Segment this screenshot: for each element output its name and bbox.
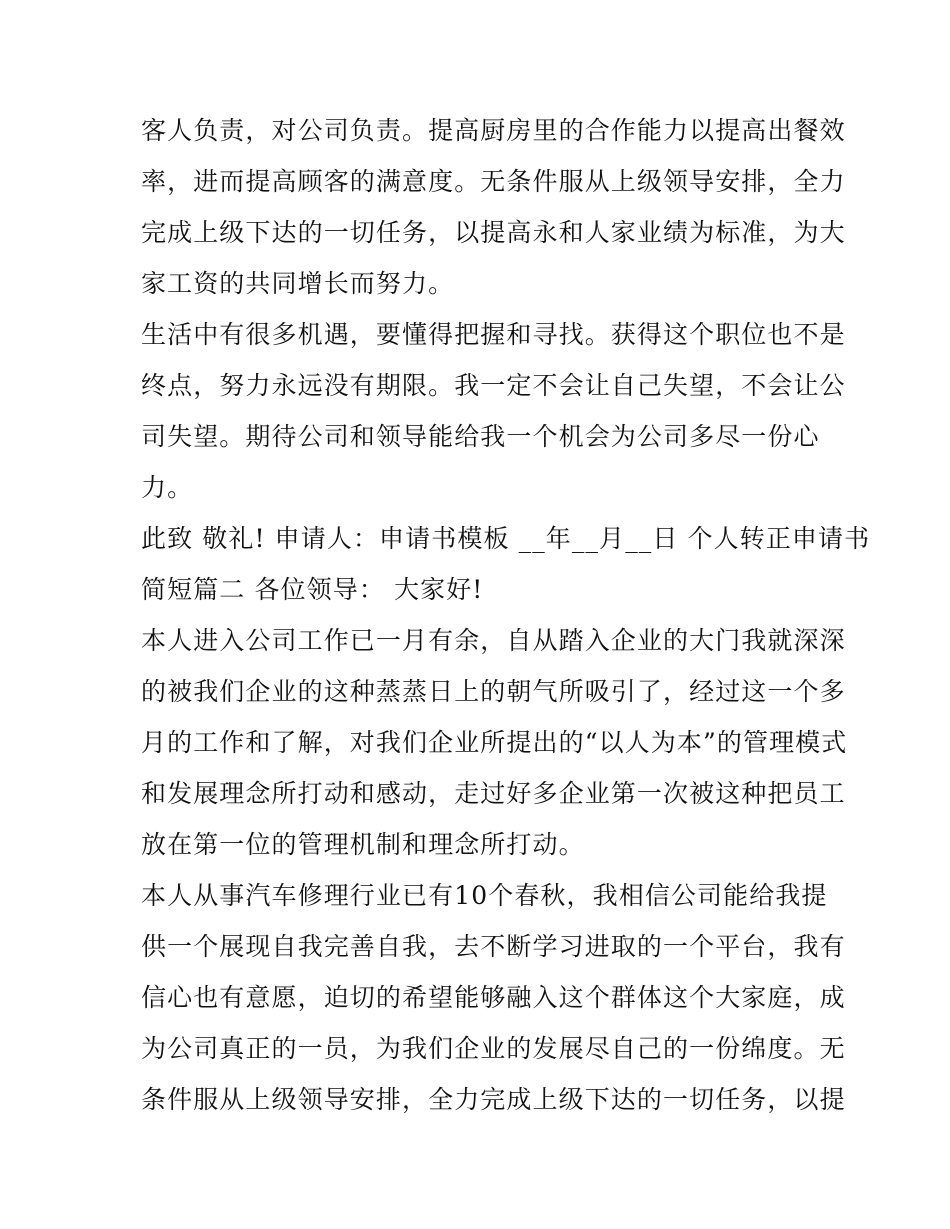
text-line: 为公司真正的一员，为我们企业的发展尽自己的一份绵度。无 [141, 1034, 846, 1063]
text-line: 生活中有很多机遇，要懂得把握和寻找。获得这个职位也不是 [141, 320, 846, 349]
text-line: 此致 敬礼! 申请人：申请书模板 __年__月__日 个人转正申请书 [141, 524, 871, 553]
text-line: 简短篇二 各位领导： 大家好! [141, 575, 484, 604]
text-line: 放在第一位的管理机制和理念所打动。 [141, 830, 585, 859]
text-line: 本人从事汽车修理行业已有10个春秋，我相信公司能给我提 [141, 881, 828, 910]
text-line: 供一个展现自我完善自我，去不断学习进取的一个平台，我有 [141, 932, 846, 961]
text-line: 信心也有意愿，迫切的希望能够融入这个群体这个大家庭，成 [141, 983, 846, 1012]
text-line: 的被我们企业的这种蒸蒸日上的朝气所吸引了，经过这一个多 [141, 677, 846, 706]
text-line: 终点，努力永远没有期限。我一定不会让自己失望，不会让公 [141, 371, 846, 400]
text-line: 和发展理念所打动和感动，走过好多企业第一次被这种把员工 [141, 779, 846, 808]
text-line: 率，进而提高顾客的满意度。无条件服从上级领导安排，全力 [141, 167, 846, 196]
text-line: 月的工作和了解，对我们企业所提出的“以人为本”的管理模式 [141, 728, 848, 757]
text-line: 家工资的共同增长而努力。 [141, 269, 455, 298]
text-line: 条件服从上级领导安排，全力完成上级下达的一切任务，以提 [141, 1085, 846, 1114]
text-line: 本人进入公司工作已一月有余，自从踏入企业的大门我就深深 [141, 626, 846, 655]
text-line: 客人负责，对公司负责。提高厨房里的合作能力以提高出餐效 [141, 116, 846, 145]
text-line: 力。 [141, 473, 194, 502]
text-line: 完成上级下达的一切任务，以提高永和人家业绩为标准，为大 [141, 218, 846, 247]
document-body [141, 105, 871, 1125]
text-line: 司失望。期待公司和领导能给我一个机会为公司多尽一份心 [141, 422, 820, 451]
